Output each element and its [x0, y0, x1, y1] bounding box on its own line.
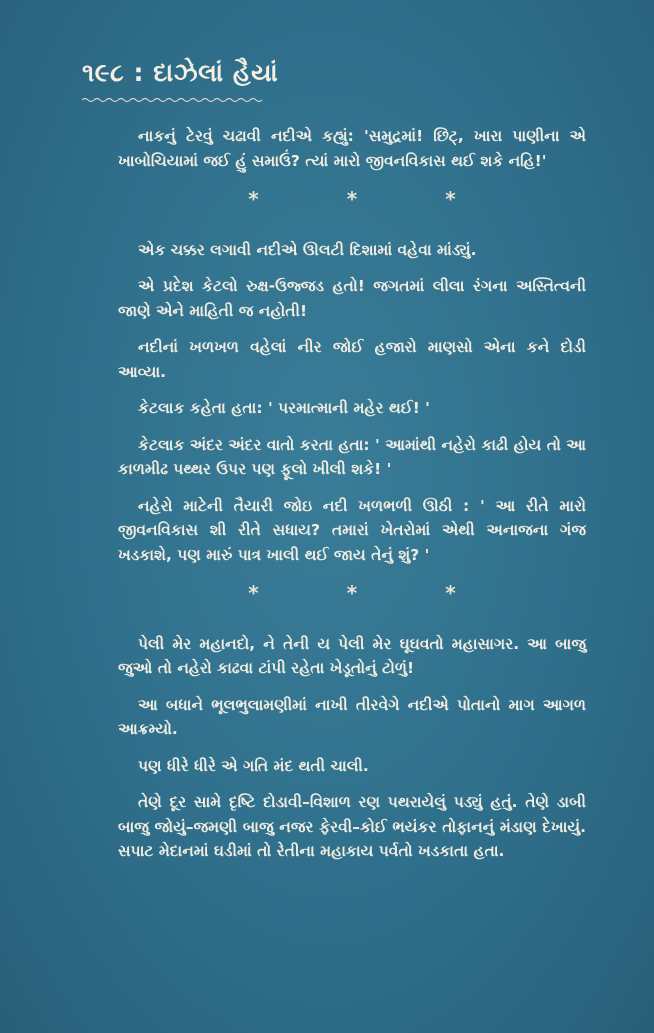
- section-separator: [118, 581, 586, 606]
- header-underline: [82, 97, 264, 103]
- separator-star: *: [248, 187, 259, 211]
- separator-star: *: [445, 187, 456, 211]
- paragraph: નદીનાં ખળખળ વહેલાં નીર જોઈ હજારો માણસો એના કને દોડી આવ્યા.: [118, 338, 586, 381]
- paragraph: એ પ્રદેશ કેટલો રુક્ષ-ઉજ્જડ હતો! જગતમાં લીલા રંગના અસ્તિત્વની જાણે એને માહિતી જ નહોતી!: [118, 277, 586, 320]
- paragraph: પેલી મેર મહાનદો, ને તેની ય પેલી મેર ઘૂઘવતો મહાસાગર. આ બાજુ જુઓ તો નહેરો કાઢવા ટાંપી રહેતા ખેડૂતોનું ટોળું!: [118, 634, 586, 677]
- paragraph: નાકનું ટેરવું ચઢાવી નદીએ કહ્યું: 'સમુદ્રમાં! છિટ્, ખારા પાણીના એ ખાબોચિયામાં જઈ હું સમાઉં? ત્યાં મારો જીવનવિકાસ થઈ શકે નહિ!': [118, 127, 586, 170]
- separator-star: *: [346, 581, 358, 605]
- separator-star: *: [346, 187, 358, 211]
- page-header: [82, 58, 278, 107]
- paragraph: પણ ધીરે ધીરે એ ગતિ મંદ થતી ચાલી.: [138, 756, 369, 775]
- paragraph: એક ચક્કર લગાવી નદીએ ઊલટી દિશામાં વહેવા માંડ્યું.: [138, 240, 477, 259]
- paragraph: કેટલાક અંદર અંદર વાતો કરતા હતા: ' આમાંથી નહેરો કાઢી હોય તો આ કાળમીઢ પથ્થર ઉપર પણ ફૂલો ખીલી શકે! ': [118, 435, 586, 478]
- paragraph: કેટલાક કહેતા હતા: ' પરમાત્માની મહેર થઈ! ': [138, 399, 430, 417]
- paragraph: તેણે દૂર સામે દૃષ્ટિ દોડાવી–વિશાળ રણ પથરાયેલું પડ્યું હતું. તેણે ડાબી બાજુ જોયું–જમણી બાજુ નજર ફેરવી–કોઈ ભયંકર તોફાનનું મંડાણ દેખાયું. સપાટ મેદાનમાં ઘડીમાં તો રેતીના મહાકાય પર્વતો ખડકાતા હતા.: [118, 793, 586, 860]
- paragraph: આ બધાને ભૂલભુલામણીમાં નાખી તીરવેગે નદીએ પોતાનો માગ આગળ આક્રમ્યો.: [118, 695, 586, 738]
- separator-star: *: [248, 581, 259, 605]
- page-body: [118, 124, 586, 876]
- section-separator: [118, 187, 586, 212]
- page-number-and-title: ૧૯૮ : દાઝેલાં હૈયાં: [82, 58, 279, 87]
- separator-star: *: [445, 581, 456, 605]
- paragraph: નહેરો માટેની તૈયારી જોઇ નદી ખળભળી ઊઠી : ' આ રીતે મારો જીવનવિકાસ શી રીતે સધાય? તમારાં ખેતરોમાં એથી અનાજના ગંજ ખડકાશે, પણ મારું પાત્ર ખાલી થઈ જાય તેનું શું? ': [118, 496, 586, 564]
